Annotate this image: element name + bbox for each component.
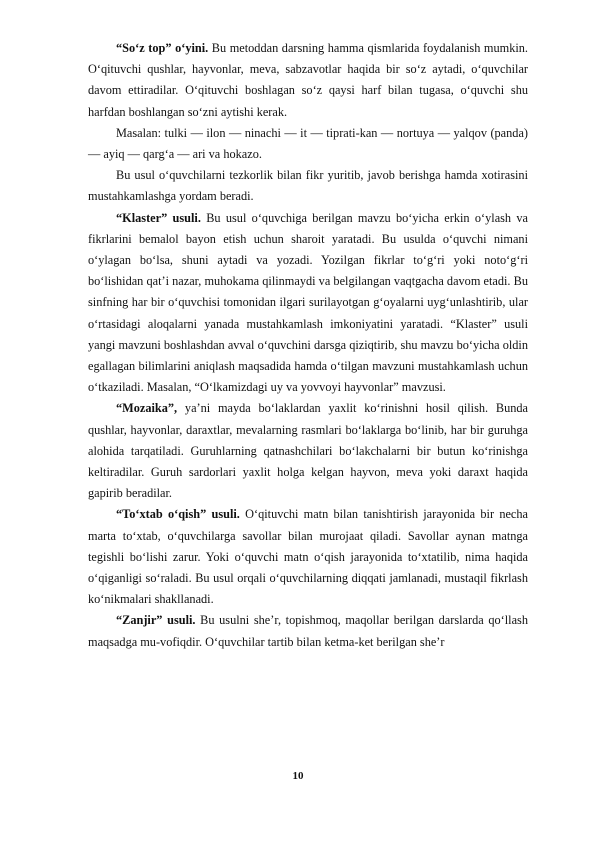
paragraph-text: Bu usul o‘quvchilarni tezkorlik bilan fikr yuritib, javob berishga hamda xotirasini mustahkamlashga yordam beradi. xyxy=(88,168,528,204)
paragraph-text: O‘qituvchi matn bilan tanishtirish jarayonida bir necha marta to‘xtab, o‘quvchilarga savollar bilan murojaat qiladi. Savollar aynan matnga tegishli bo‘lishi zarur. Yoki o‘quvchi matn o‘qish jarayonida to‘xtatilib, nima haqida o‘qiganligi so‘raladi. Bu usul orqali o‘quvchilarning diqqati jamlanadi, mustaqil fikrlash ko‘nikmalari shakllanadi. xyxy=(88,507,528,607)
paragraph-text: Masalan: tulki — ilon — ninachi — it — tiprati-kan — nortuya — yalqov (panda) — ayiq — qarg‘a — ari va hokazo. xyxy=(88,125,528,162)
paragraph-summary xyxy=(88,165,528,207)
paragraph-soz-top xyxy=(88,38,528,123)
paragraph-text: Bu metoddan darsning hamma qismlarida foydalanish mumkin. O‘qituvchi qushlar, hayvonlar, meva, sabzavotlar haqida bir so‘z aytadi, o‘quvchilar davom ettiradilar. O‘qituvchi boshlagan so‘z qaysi harf bilan tugasa, o‘quvchi shu harfdan boshlangan so‘zni aytishi kerak. xyxy=(88,41,528,119)
paragraph-heading: “Zanjir” usuli. xyxy=(116,613,196,628)
paragraph-text: ya’ni mayda bo‘laklardan yaxlit ko‘rinishni hosil qilish. Bunda qushlar, hayvonlar, daraxtlar, mevalarning rasmlari bo‘laklarga bo‘linib, har bir guruhga alohida tarqatiladi. Guruhlarning qatnashchilari bo‘lakchalarni bir butun ko‘rinishga keltiradilar. Guruh sardorlari yaxlit holga kelgan hayvon, meva yoki daraxt haqida gapirib beradilar. xyxy=(88,401,528,501)
paragraph-klaster xyxy=(88,208,528,399)
paragraph-heading: “To‘xtab o‘qish” usuli. xyxy=(116,507,240,522)
paragraph-zanjir xyxy=(88,610,528,652)
paragraph-heading: “So‘z top” o‘yini. xyxy=(116,41,209,55)
document-body xyxy=(88,38,528,653)
page-number: 10 xyxy=(292,770,304,782)
paragraph-heading: “Klaster” usuli. xyxy=(116,210,201,225)
paragraph-mozaika xyxy=(88,398,528,504)
paragraph-heading: “Mozaika”, xyxy=(116,401,178,416)
paragraph-text: Bu usul o‘quvchiga berilgan mavzu bo‘yicha erkin o‘ylash va fikrlarini bemalol bayon etish uchun sharoit yaratadi. Bu usulda o‘quvchi nimani o‘ylagan bo‘lsa, shuni aytadi va yozadi. Yozilgan fikrlar to‘g‘ri yoki noto‘g‘ri bo‘lishidan qat’i nazar, muhokama qilinmaydi va belgilangan vaqtgacha davom etadi. Bu sinfning har bir o‘quvchisi tomonidan ilgari surilayotgan g‘oyalarni uyg‘unlashtirib, ular o‘rtasidagi aloqalarni yanada mustahkamlash imkoniyatini yaratadi. “Klaster” usuli yangi mavzuni boshlashdan avval o‘quvchini darsga qiziqtirib, shu mavzu bo‘yicha oldin egallagan bilimlarini aniqlash maqsadida hamda o‘tilgan mavzuni mustahkamlash uchun o‘tkaziladi. Masalan, “O‘lkamizdagi uy va yovvoyi hayvonlar” mavzusi. xyxy=(88,210,528,395)
paragraph-toxtab-oqish xyxy=(88,504,528,610)
paragraph-example xyxy=(88,123,528,165)
paragraph-text: Bu usulni she’r, topishmoq, maqollar berilgan darslarda qo‘llash maqsadga mu-vofiqdir. O‘quvchilar tartib bilan ketma-ket berilgan she’r xyxy=(88,613,528,649)
